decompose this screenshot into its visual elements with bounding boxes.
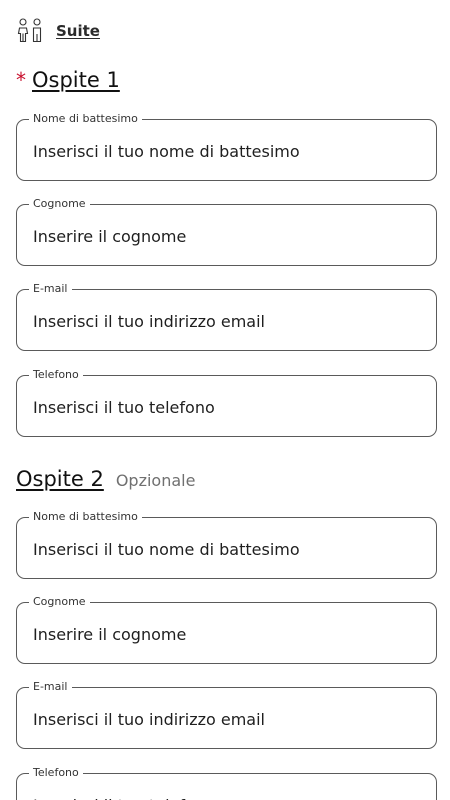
guest-2-phone-field[interactable]: [16, 766, 437, 800]
two-guests-icon: [16, 17, 46, 45]
room-type-link[interactable]: Suite: [56, 22, 100, 40]
room-selector-row: [16, 17, 100, 45]
first-name-label: Nome di battesimo: [29, 510, 142, 524]
guest-2-heading: [16, 467, 195, 491]
guest-1-last-name-field[interactable]: [16, 197, 437, 266]
guest-1-first-name-field[interactable]: [16, 112, 437, 181]
phone-label: Telefono: [29, 368, 83, 382]
required-indicator: *: [16, 68, 26, 92]
guest-1-heading: [16, 68, 120, 92]
last-name-label: Cognome: [29, 595, 90, 609]
email-label: E-mail: [29, 282, 72, 296]
guest-2-title[interactable]: Ospite 2: [16, 467, 104, 491]
guest-2-phone-input[interactable]: [33, 794, 424, 800]
guest-2-last-name-field[interactable]: [16, 595, 437, 664]
guest-1-last-name-input[interactable]: [33, 225, 424, 247]
guest-1-phone-field[interactable]: [16, 368, 437, 437]
guest-1-title[interactable]: Ospite 1: [32, 68, 120, 92]
last-name-label: Cognome: [29, 197, 90, 211]
guest-2-last-name-input[interactable]: [33, 623, 424, 645]
guest-1-phone-input[interactable]: [33, 396, 424, 418]
guest-2-first-name-input[interactable]: [33, 538, 424, 560]
guest-2-first-name-field[interactable]: [16, 510, 437, 579]
guest-1-email-field[interactable]: [16, 282, 437, 351]
optional-label: Opzionale: [115, 471, 196, 490]
guest-2-email-input[interactable]: [33, 708, 424, 730]
first-name-label: Nome di battesimo: [29, 112, 142, 126]
phone-label: Telefono: [29, 766, 83, 780]
guest-2-email-field[interactable]: [16, 680, 437, 749]
email-label: E-mail: [29, 680, 72, 694]
guest-1-email-input[interactable]: [33, 310, 424, 332]
guest-1-first-name-input[interactable]: [33, 140, 424, 162]
